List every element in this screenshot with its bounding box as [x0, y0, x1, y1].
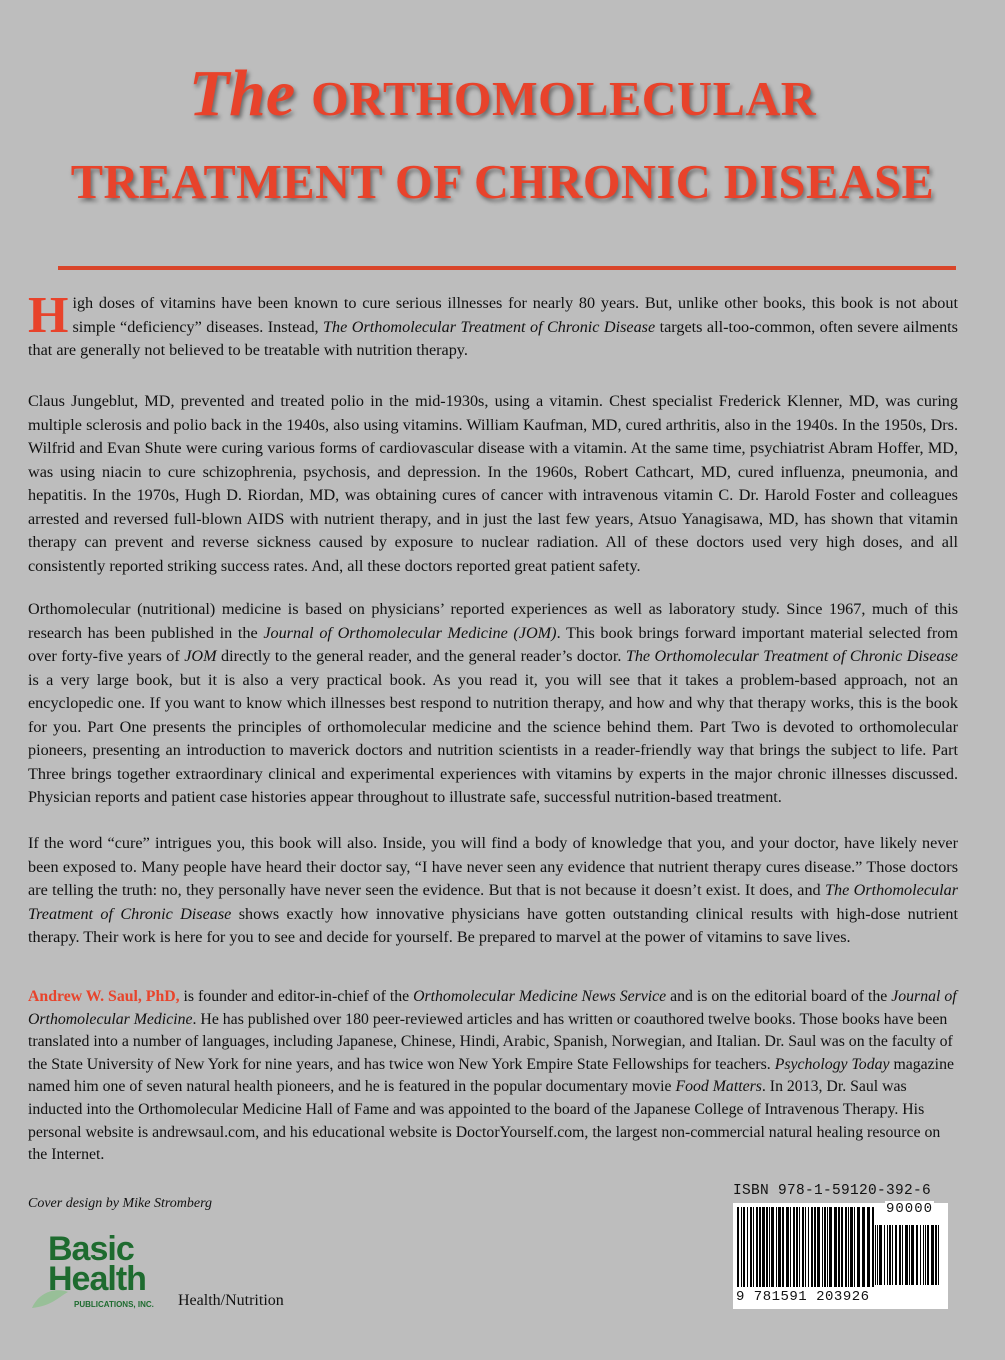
title-orthomolecular: ORTHOMOLECULAR — [311, 73, 817, 126]
barcode-bar — [905, 1225, 908, 1285]
barcode-bar — [841, 1207, 843, 1287]
bio-news-service: Orthomolecular Medicine News Service — [413, 988, 667, 1005]
barcode-bar — [935, 1225, 937, 1285]
p3-book-title: The Orthomolecular Treatment of Chronic Disease — [625, 647, 958, 665]
barcode-bar — [741, 1207, 742, 1287]
barcode-bar — [850, 1207, 853, 1287]
barcode-bar — [776, 1207, 777, 1287]
barcode-bar — [822, 1207, 823, 1287]
paragraph-2: Claus Jungeblut, MD, prevented and treated polio in the mid-1930s, using a vitamin. Chest specialist Frederick Klenner, MD, was curing multiple sclerosis and polio back in the 1940s, also using vitamins. William Kaufman, MD, cured arthritis, also in the 1940s. In the 1950s, Drs. Wilfrid and Evan Shute were curing various forms of cardiovascular disease with a vitamin. At the same time, psychiatrist Abram Hoffer, MD, was using niacin to cure schizophrenia, psychosis, and depression. In the 1960s, Robert Cathcart, MD, cured influenza, pneumonia, and hepatitis. In the 1970s, Hugh D. Riordan, MD, was obtaining cures of cancer with intravenous vitamin C. Dr. Harold Foster and colleagues arrested and reversed full-blown AIDS with nutrient therapy, and in just the last few years, Atsuo Yanagisawa, MD, has shown that vitamin therapy can prevent and reverse sickness caused by exposure to nuclear radiation. All of these doctors used very high doses, and all consistently reported striking success rates. And, all these doctors reported great patient safety. — [28, 392, 958, 575]
barcode-bar — [756, 1207, 758, 1287]
barcode-bar — [762, 1207, 765, 1287]
title-the: The — [188, 57, 296, 130]
barcode-bar — [771, 1207, 774, 1287]
barcode-bar — [834, 1207, 837, 1287]
barcode-addon-number: 90000 — [886, 1201, 934, 1217]
barcode-bar — [848, 1207, 849, 1287]
barcode-bar — [747, 1207, 748, 1287]
barcode-bar — [925, 1225, 926, 1285]
barcode-bar — [802, 1207, 804, 1287]
logo-basic: Basic — [48, 1230, 134, 1268]
p3-text-b: . This book brings forward important material selected from over forty-five years of — [28, 623, 958, 665]
title-line-1 — [0, 56, 1005, 138]
barcode-block — [733, 1183, 948, 1309]
barcode-bar — [899, 1225, 901, 1285]
barcode-bar — [786, 1207, 789, 1287]
barcode-bar — [790, 1207, 791, 1287]
bio-text-e: . In 2013, Dr. Saul was inducted into the Orthomolecular Medicine Hall of Fame and was appointed to the board of the Japanese College of Intravenous Therapy. His personal website is andrewsaul.com, and his educational website is DoctorYourself.com, the largest non-commercial natural healing resource on the Internet. — [28, 1078, 941, 1164]
barcode-bar — [911, 1225, 914, 1285]
title-treatment: TREATMENT OF CHRONIC DISEASE — [70, 156, 935, 209]
barcode-bar — [829, 1207, 832, 1287]
logo-publications: PUBLICATIONS, INC. — [74, 1300, 154, 1309]
barcode-bar — [857, 1207, 860, 1287]
barcode-bar — [927, 1225, 929, 1285]
bio-text-a: is founder and editor-in-chief of the — [179, 988, 414, 1005]
title-rule — [58, 266, 956, 270]
bio-text-c: . He has published over 180 peer-reviewed articles and has written or coauthored twelve books. Those books have been translated into a number of languages, including Japanese, Chinese, Hindi, Arabic, Spanish, Norwegian, and Italian. Dr. Saul was on the faculty of the State University of New York for nine years, and has twice won New York Empire State Fellowships for teachers. — [28, 1010, 953, 1073]
barcode-bar — [814, 1207, 816, 1287]
barcode-bar — [938, 1225, 939, 1285]
barcode-bar — [892, 1225, 893, 1285]
barcode-bar — [902, 1225, 903, 1285]
barcode-bar — [743, 1207, 745, 1287]
p4-text-a: If the word “cure” intrigues you, this book will also. Inside, you will find a body of knowledge that you, and your doctor, have likely never been exposed to. Many people have heard their doctor say, “I have never seen any evidence that nutrient therapy cures disease.” Those doctors are telling the truth: no, they personally have never seen the evidence. But that is not because it doesn’t exist. It does, and — [28, 834, 958, 899]
p3-text-d: is a very large book, but it is also a very practical book. As you read it, you will see that it takes a problem-based approach, not an encyclopedic one. If you want to know which illnesses best respond to nutrition therapy, and how and why that therapy works, this is the book for you. Part One presents the principles of orthomolecular medicine and the science behind them. Part Two is devoted to orthomolecular pioneers, presenting an introduction to maverick doctors and nutrition scientists in a reader-friendly way that brings the subject to life. Part Three brings together extraordinary clinical and experimental experiences with vitamins by experts in the major chronic illnesses discussed. Physician reports and patient case histories appear throughout to illustrate safe, successful nutrition-based treatment. — [28, 670, 958, 806]
barcode-bar — [884, 1225, 885, 1285]
barcode-bar — [889, 1225, 891, 1285]
barcode-bar — [778, 1207, 781, 1287]
bio-text-b: and is on the editorial board of the — [666, 988, 892, 1005]
p1-text-a: igh doses of vitamins have been known to cure serious illnesses for nearly 80 years. But, unlike other books, this book is not about simple “deficiency” diseases. Instead, — [72, 294, 958, 336]
publisher-logo — [30, 1228, 170, 1316]
bio-text-d: magazine named him one of seven natural health pioneers, and he is featured in the popular documentary movie — [28, 1055, 954, 1096]
barcode-bar — [805, 1207, 806, 1287]
author-name: Andrew W. Saul, PhD, — [28, 988, 180, 1005]
barcode-bar — [895, 1225, 897, 1285]
barcode-bar — [879, 1225, 882, 1285]
p1-text-b: targets all-too-common, often severe ailments that are generally not believed to be treatable with nutrition therapy. — [28, 317, 958, 359]
barcode-bar — [766, 1207, 768, 1287]
barcode-bar — [769, 1207, 770, 1287]
barcode-bar — [916, 1225, 918, 1285]
barcode-bar — [838, 1207, 840, 1287]
p4-text-b: shows exactly how innovative physicians have gotten outstanding clinical results with high-dose nutrient therapy. Their work is here for you to see and decide for yourself. Be prepared to marvel at the power of vitamins to save lives. — [28, 904, 958, 946]
logo-health: Health — [48, 1260, 146, 1298]
barcode-bar — [793, 1207, 795, 1287]
title-line-2 — [0, 140, 1005, 221]
barcode-bar — [877, 1225, 878, 1285]
cover-design-credit: Cover design by Mike Stromberg — [28, 1196, 213, 1211]
barcode-bar — [759, 1207, 761, 1287]
isbn-label: ISBN 978-1-59120-392-6 — [733, 1183, 932, 1199]
barcode-bar — [923, 1225, 924, 1285]
bio-food-matters: Food Matters — [675, 1078, 762, 1096]
barcode-number: 9 781591 203926 — [736, 1289, 870, 1305]
bio-journal: Journal of Orthomolecular Medicine — [28, 988, 957, 1028]
p3-jom: JOM — [184, 647, 217, 665]
p3-journal-title: Journal of Orthomolecular Medicine (JOM) — [263, 623, 557, 642]
barcode-bar — [799, 1207, 800, 1287]
barcode-bar — [817, 1207, 820, 1287]
barcode-bar — [845, 1207, 847, 1287]
p1-book-title: The Orthomolecular Treatment of Chronic Disease — [323, 317, 656, 336]
barcode-bar — [909, 1225, 910, 1285]
barcode-bars — [735, 1205, 946, 1295]
barcode-bar — [854, 1207, 855, 1287]
barcode-bar — [931, 1225, 934, 1285]
barcode-bar — [737, 1207, 739, 1287]
barcode-bar — [811, 1207, 813, 1287]
p3-text-c: directly to the general reader, and the general reader’s doctor. — [216, 647, 626, 665]
p4-book-title: The Orthomolecular Treatment of Chronic Disease — [28, 881, 958, 923]
barcode-bar — [827, 1207, 828, 1287]
paragraph-1 — [28, 287, 958, 363]
barcode-bar — [824, 1207, 826, 1287]
barcode-bar — [808, 1207, 809, 1287]
barcode-bar — [782, 1207, 784, 1287]
author-bio — [28, 986, 958, 1167]
drop-cap: H — [28, 287, 69, 344]
barcode-bar — [862, 1207, 865, 1287]
category-label: Health/Nutrition — [178, 1292, 284, 1309]
barcode-bar — [753, 1207, 754, 1287]
barcode-bar — [875, 1225, 876, 1285]
barcode-bar — [750, 1207, 752, 1287]
bio-psychology-today: Psychology Today — [774, 1055, 890, 1073]
barcode-bar — [887, 1225, 888, 1285]
barcode-bar — [872, 1207, 874, 1287]
barcode-bar — [920, 1225, 921, 1285]
paragraph-4 — [28, 832, 958, 950]
barcode-bar — [796, 1207, 798, 1287]
barcode-bar — [867, 1207, 870, 1287]
paragraph-3 — [28, 598, 958, 810]
p3-text-a: Orthomolecular (nutritional) medicine is based on physicians’ reported experiences as well as laboratory study. Since 1967, much of this research has been published in the — [28, 600, 958, 642]
